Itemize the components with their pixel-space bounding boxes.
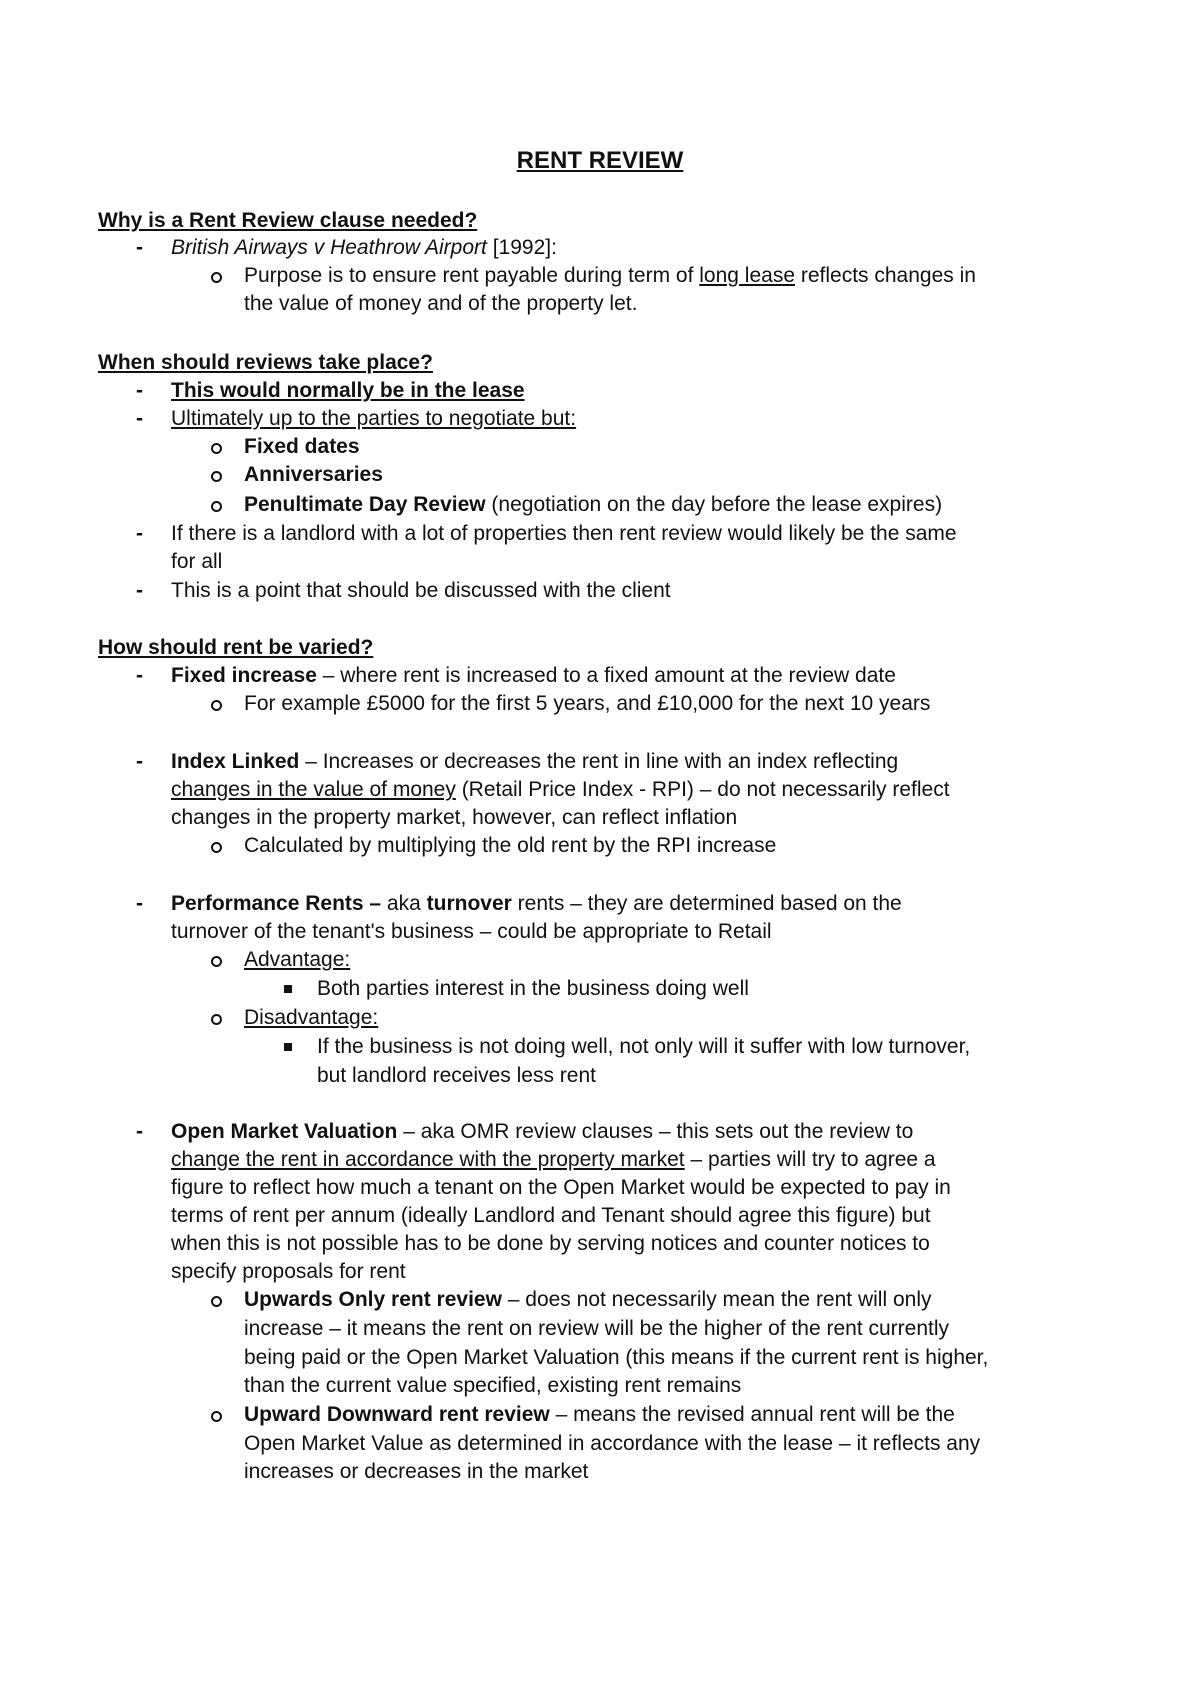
case-citation [171, 234, 557, 262]
fixed-increase-desc: – where rent is increased to a fixed amount at the review date [316, 664, 896, 687]
dash-bullet: - [136, 579, 143, 602]
circle-bullet [211, 700, 222, 711]
turnover-label: turnover [426, 892, 512, 915]
omv-desc: – aka OMR review clauses – this sets out the review to [397, 1120, 914, 1143]
circle-bullet [211, 1014, 222, 1025]
advantage-label: Advantage: [244, 948, 351, 971]
heading-when-review: When should reviews take place? [98, 351, 433, 374]
upwards-only-label: Upwards Only rent review [244, 1288, 502, 1311]
performance-aka: aka [381, 892, 427, 915]
circle-bullet [211, 842, 222, 853]
omv-cont1 [171, 1146, 936, 1174]
index-linked-desc: – Increases or decreases the rent in line with an index reflecting [299, 750, 899, 773]
dash-bullet: - [136, 664, 143, 687]
upwards-only-review [244, 1286, 931, 1314]
penultimate-desc: (negotiation on the day before the lease expires) [485, 493, 943, 516]
anniversaries: Anniversaries [244, 463, 383, 486]
normally-in-lease: This would normally be in the lease [171, 379, 525, 402]
upward-downward-label: Upward Downward rent review [244, 1403, 550, 1426]
upwards-only-cont1: increase – it means the rent on review will be the higher of the rent currently [244, 1317, 950, 1340]
rpi-calculation: Calculated by multiplying the old rent by the RPI increase [244, 834, 777, 857]
circle-bullet [211, 1411, 222, 1422]
purpose-part: Purpose is to ensure rent payable during term of [244, 264, 700, 287]
dash-bullet: - [136, 379, 143, 402]
landlord-item: If there is a landlord with a lot of properties then rent review would likely be the same [171, 522, 957, 545]
value-of-money-text: changes in the value of money [171, 778, 456, 801]
fixed-increase-label: Fixed increase [171, 664, 317, 687]
fixed-increase-example: For example £5000 for the first 5 years, and £10,000 for the next 10 years [244, 692, 931, 715]
negotiate-item: Ultimately up to the parties to negotiate but: [171, 407, 577, 430]
index-linked-cont2: changes in the property market, however, can reflect inflation [171, 806, 738, 829]
disadvantage-text-cont: but landlord receives less rent [317, 1064, 596, 1087]
circle-bullet [211, 1296, 222, 1307]
heading-how-varied: How should rent be varied? [98, 636, 374, 659]
omv-cont5: specify proposals for rent [171, 1260, 406, 1283]
disadvantage-text: If the business is not doing well, not only will it suffer with low turnover, [317, 1035, 971, 1058]
omv-cont4: when this is not possible has to be done by serving notices and counter notices to [171, 1232, 930, 1255]
square-bullet [284, 1043, 292, 1051]
client-item: This is a point that should be discussed with the client [171, 579, 671, 602]
circle-bullet [211, 956, 222, 967]
upward-downward-cont1: Open Market Value as determined in accordance with the lease – it reflects any [244, 1432, 981, 1455]
omv-cont2: figure to reflect how much a tenant on the Open Market would be expected to pay in [171, 1176, 951, 1199]
property-market-text: change the rent in accordance with the property market [171, 1148, 685, 1171]
purpose-long-lease: long lease [699, 264, 796, 287]
fixed-dates: Fixed dates [244, 435, 360, 458]
upward-downward-cont2: increases or decreases in the market [244, 1460, 589, 1483]
circle-bullet [211, 471, 222, 482]
square-bullet [284, 985, 292, 993]
page-title: RENT REVIEW [516, 147, 684, 174]
performance-desc: rents – they are determined based on the [511, 892, 902, 915]
purpose-text [244, 262, 976, 290]
dash-bullet: - [136, 407, 143, 430]
index-linked [171, 748, 898, 776]
advantage-text: Both parties interest in the business doing well [317, 977, 749, 1000]
upward-downward-review [244, 1401, 955, 1429]
index-linked-label: Index Linked [171, 750, 300, 773]
heading-why-review: Why is a Rent Review clause needed? [98, 209, 478, 232]
landlord-item-cont: for all [171, 550, 223, 573]
upward-downward-desc: – means the revised annual rent will be the [549, 1403, 955, 1426]
case-year: [1992]: [486, 236, 557, 259]
dash-bullet: - [136, 236, 143, 259]
dash-bullet: - [136, 750, 143, 773]
disadvantage-label: Disadvantage: [244, 1006, 379, 1029]
purpose-part: reflects changes in [795, 264, 976, 287]
case-name: British Airways v Heathrow Airport [171, 236, 487, 259]
index-linked-cont [171, 776, 950, 804]
upwards-only-cont2: being paid or the Open Market Valuation (this means if the current rent is higher, [244, 1346, 989, 1369]
penultimate-day-review [244, 491, 942, 519]
omv-agree: – parties will try to agree a [684, 1148, 936, 1171]
circle-bullet [211, 272, 222, 283]
rpi-text: (Retail Price Index - RPI) – do not necessarily reflect [455, 778, 950, 801]
upwards-only-cont3: than the current value specified, existing rent remains [244, 1374, 742, 1397]
performance-label: Performance Rents – [171, 892, 382, 915]
fixed-increase [171, 662, 896, 690]
open-market-valuation [171, 1118, 913, 1146]
dash-bullet: - [136, 1120, 143, 1143]
omv-label: Open Market Valuation [171, 1120, 398, 1143]
dash-bullet: - [136, 522, 143, 545]
purpose-text-cont: the value of money and of the property let. [244, 292, 638, 315]
omv-cont3: terms of rent per annum (ideally Landlord and Tenant should agree this figure) but [171, 1204, 931, 1227]
performance-rents-cont: turnover of the tenant's business – could be appropriate to Retail [171, 920, 772, 943]
upwards-only-desc: – does not necessarily mean the rent will only [501, 1288, 932, 1311]
circle-bullet [211, 443, 222, 454]
dash-bullet: - [136, 892, 143, 915]
circle-bullet [211, 501, 222, 512]
penultimate-label: Penultimate Day Review [244, 493, 486, 516]
performance-rents [171, 890, 902, 918]
